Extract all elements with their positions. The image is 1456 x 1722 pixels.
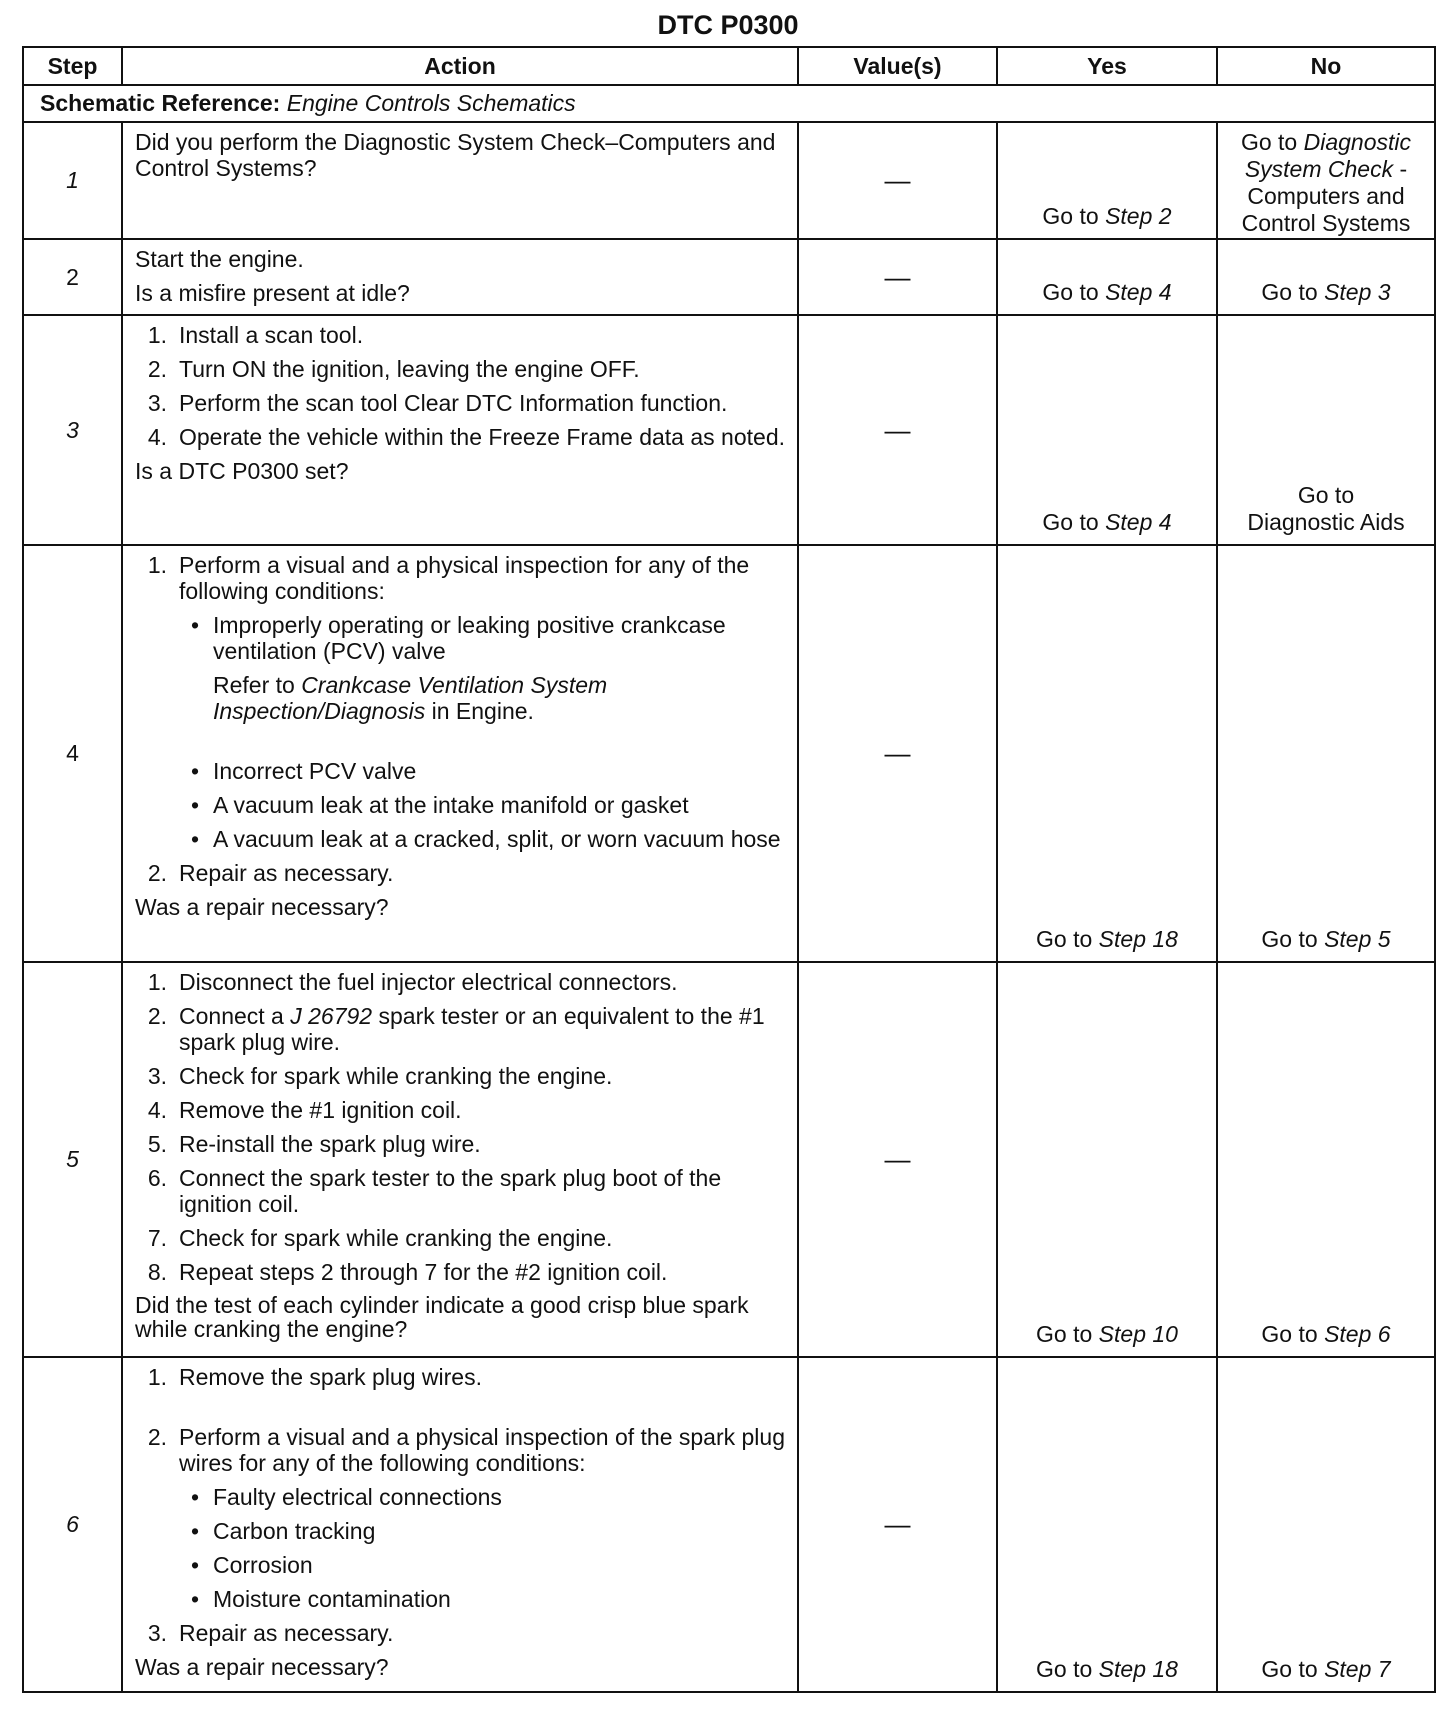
action-question: Was a repair necessary? [135, 1654, 389, 1680]
go-to-text: Go to [1036, 926, 1093, 952]
schematic-label: Schematic Reference: [40, 90, 281, 116]
list-item: 1. Disconnect the fuel injector electrical connectors. [147, 969, 678, 995]
action-cell [122, 122, 798, 239]
no-italic-ref: Diagnostic System Check [1244, 129, 1412, 182]
step-number: 5 [23, 962, 122, 1357]
list-item: 6. Connect the spark tester to the spark plug boot of the ignition coil. [147, 1165, 722, 1217]
no-step-link: Step 5 [1324, 926, 1391, 952]
bullet-item: • Carbon tracking [191, 1518, 376, 1544]
list-item: 2. Turn ON the ignition, leaving the engine OFF. [147, 356, 640, 382]
action-question: Is a DTC P0300 set? [135, 458, 349, 484]
no-cell [1217, 315, 1435, 545]
no-rest-text: Computers and Control Systems [1241, 183, 1411, 236]
yes-step-link: Step 4 [1105, 509, 1172, 535]
no-cell [1217, 239, 1435, 315]
action-question: Is a misfire present at idle? [135, 280, 410, 306]
yes-cell [997, 239, 1217, 315]
header-action: Action [122, 47, 798, 85]
header-yes: Yes [997, 47, 1217, 85]
bullet-item: • A vacuum leak at the intake manifold or gasket [191, 792, 689, 818]
value-cell: — [798, 122, 997, 239]
bullet-item: • Corrosion [191, 1552, 313, 1578]
step-number: 4 [23, 545, 122, 962]
no-step-link: Step 3 [1324, 279, 1391, 305]
yes-cell [997, 122, 1217, 239]
header-step: Step [23, 47, 122, 85]
go-to-text: Go to [1297, 482, 1355, 508]
value-cell: — [798, 315, 997, 545]
no-cell [1217, 545, 1435, 962]
header-values: Value(s) [798, 47, 997, 85]
header-no: No [1217, 47, 1435, 85]
document-page [22, 8, 1434, 1693]
step-number: 2 [23, 239, 122, 315]
list-item: 7. Check for spark while cranking the engine. [147, 1225, 613, 1251]
no-cell [1217, 1357, 1435, 1692]
no-cell [1217, 122, 1435, 239]
table-row [23, 545, 1435, 962]
yes-cell [997, 545, 1217, 962]
action-question: Did you perform the Diagnostic System Check–Computers and Control Systems? [135, 129, 776, 181]
bullet-item: • A vacuum leak at a cracked, split, or worn vacuum hose [191, 826, 781, 852]
list-item: 3. Repair as necessary. [147, 1620, 394, 1646]
action-question: Did the test of each cylinder indicate a good crisp blue spark while cranking the engine? [135, 1292, 749, 1342]
action-cell [122, 1357, 798, 1692]
list-item: 3. Perform the scan tool Clear DTC Information function. [147, 390, 728, 416]
list-item: 1. Remove the spark plug wires. [147, 1364, 482, 1390]
list-item: 2. Perform a visual and a physical inspection of the spark plug wires for any of the following conditions: [147, 1424, 785, 1476]
table-row [23, 239, 1435, 315]
table-row [23, 315, 1435, 545]
step-number: 1 [23, 122, 122, 239]
go-to-text: Go to [1042, 203, 1099, 229]
go-to-text: Go to [1036, 1656, 1093, 1682]
list-item: 3. Check for spark while cranking the engine. [147, 1063, 613, 1089]
yes-cell [997, 962, 1217, 1357]
value-cell: — [798, 1357, 997, 1692]
schematic-reference [23, 85, 1435, 122]
action-cell [122, 962, 798, 1357]
step-number: 6 [23, 1357, 122, 1692]
go-to-text: Go to [1261, 1321, 1318, 1347]
action-cell [122, 315, 798, 545]
yes-step-link: Step 2 [1105, 203, 1172, 229]
list-item: 5. Re-install the spark plug wire. [147, 1131, 481, 1157]
bullet-item: • Faulty electrical connections [191, 1484, 502, 1510]
refer-link: Crankcase Ventilation System Inspection/Diagnosis [213, 672, 608, 724]
table-row [23, 1357, 1435, 1692]
tool-number: J 26792 [290, 1003, 373, 1029]
yes-cell [997, 1357, 1217, 1692]
schematic-row [23, 85, 1435, 122]
list-item: 2. Repair as necessary. [147, 860, 394, 886]
value-cell: — [798, 545, 997, 962]
table-row [23, 122, 1435, 239]
diagnostic-table [22, 46, 1436, 1693]
list-item: 4. Remove the #1 ignition coil. [147, 1097, 462, 1123]
go-to-text: Go to [1261, 279, 1318, 305]
action-cell [122, 545, 798, 962]
list-item: 8. Repeat steps 2 through 7 for the #2 ignition coil. [147, 1259, 668, 1285]
go-to-text: Go to [1042, 509, 1099, 535]
no-dash: - [1393, 156, 1408, 182]
yes-step-link: Step 18 [1098, 1656, 1178, 1682]
no-cell [1217, 962, 1435, 1357]
go-to-text: Go to [1036, 1321, 1093, 1347]
no-step-link: Step 7 [1324, 1656, 1391, 1682]
action-question: Was a repair necessary? [135, 894, 389, 920]
yes-step-link: Step 10 [1098, 1321, 1178, 1347]
step-number: 3 [23, 315, 122, 545]
bullet-item: • Moisture contamination [191, 1586, 451, 1612]
value-cell: — [798, 962, 997, 1357]
no-text: Diagnostic Aids [1247, 509, 1405, 535]
action-cell [122, 239, 798, 315]
value-cell: — [798, 239, 997, 315]
yes-cell [997, 315, 1217, 545]
go-to-text: Go to [1261, 926, 1318, 952]
bullet-item: • Improperly operating or leaking positive crankcase ventilation (PCV) valve [191, 612, 726, 664]
go-to-text: Go to [1240, 129, 1298, 155]
list-item: 4. Operate the vehicle within the Freeze Frame data as noted. [147, 424, 785, 450]
action-intro: Start the engine. [135, 246, 304, 272]
refer-note: Refer to Crankcase Ventilation System Inspection/Diagnosis in Engine. [213, 672, 608, 724]
list-item: 2. Connect a J 26792 spark tester or an equivalent to the #1 spark plug wire. [147, 1003, 765, 1055]
schematic-value: Engine Controls Schematics [286, 90, 576, 116]
list-item: 1. Perform a visual and a physical inspection for any of the following conditions: [147, 552, 750, 604]
go-to-text: Go to [1261, 1656, 1318, 1682]
document-title: DTC P0300 [657, 10, 799, 40]
no-step-link: Step 6 [1324, 1321, 1391, 1347]
header-row [23, 47, 1435, 85]
bullet-item: • Incorrect PCV valve [191, 758, 417, 784]
yes-step-link: Step 4 [1105, 279, 1172, 305]
yes-step-link: Step 18 [1098, 926, 1178, 952]
go-to-text: Go to [1042, 279, 1099, 305]
list-item: 1. Install a scan tool. [147, 322, 364, 348]
table-row [23, 962, 1435, 1357]
